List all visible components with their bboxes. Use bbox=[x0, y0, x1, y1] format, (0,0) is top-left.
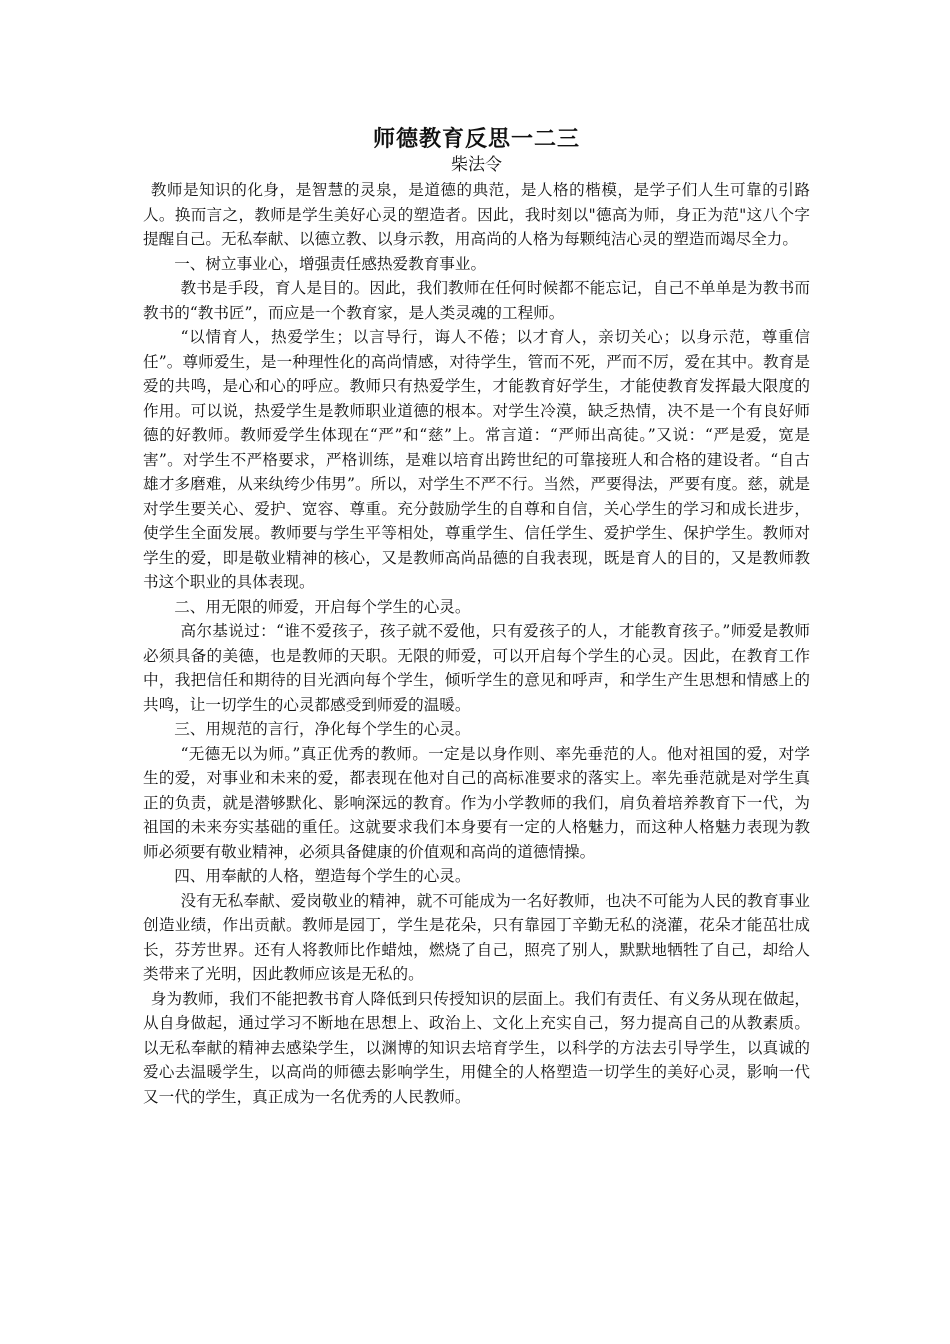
paragraph-intro: 教师是知识的化身，是智慧的灵泉，是道德的典范，是人格的楷模，是学子们人生可靠的引路人。换而言之，教师是学生美好心灵的塑造者。因此，我时刻以"德高为师，身正为范"这八个字提醒自己。无私奉献、以德立教、以身示教，用高尚的人格为每颗纯洁心灵的塑造而竭尽全力。 bbox=[143, 181, 810, 248]
paragraph-1a: 教书是手段，育人是目的。因此，我们教师在任何时候都不能忘记，自己不单单是为教书而教书的“教书匠”，而应是一个教育家，是人类灵魂的工程师。 bbox=[143, 279, 810, 322]
paragraph-3: “无德无以为师。”真正优秀的教师。一定是以身作则、率先垂范的人。他对祖国的爱，对学生的爱，对事业和未来的爱，都表现在他对自己的高标准要求的落实上。率先垂范就是对学生真正的负责，就是潜够默化、影响深远的教育。作为小学教师的我们，肩负着培养教育下一代，为祖国的未来夯实基础的重任。这就要求我们本身要有一定的人格魅力，而这种人格魅力表现为教师必须要有敬业精神，必须具备健康的价值观和高尚的道德情操。 bbox=[143, 744, 810, 861]
section-heading-2: 二、用无限的师爱，开启每个学生的心灵。 bbox=[174, 597, 471, 616]
paragraph-1b: “以情育人，热爱学生；以言导行，诲人不倦；以才育人，亲切关心；以身示范，尊重信任”。尊师爱生，是一种理性化的高尚情感，对待学生，管而不死，严而不厉，爱在其中。教育是爱的共鸣，是心和心的呼应。教师只有热爱学生，才能教育好学生，才能使教育发挥最大限度的作用。可以说，热爱学生是教师职业道德的根本。对学生冷漠，缺乏热情，决不是一个有良好师德的好教师。教师爱学生体现在“严”和“慈”上。常言道：“严师出高徒。”又说：“严是爱，宽是害”。对学生不严格要求，严格训练，是难以培育出跨世纪的可靠接班人和合格的建设者。“自古雄才多磨难，从来纨绔少伟男”。所以，对学生不严不行。当然，严要得法，严要有度。慈，就是对学生要关心、爱护、宽容、尊重。充分鼓励学生的自尊和自信，关心学生的学习和成长进步，使学生全面发展。教师要与学生平等相处，尊重学生、信任学生、爱护学生、保护学生。教师对学生的爱，即是敬业精神的核心，又是教师高尚品德的自我表现，既是育人的目的，又是教师教书这个职业的具体表现。 bbox=[143, 328, 810, 591]
document-page bbox=[143, 124, 810, 1109]
document-author: 柴法令 bbox=[451, 155, 502, 175]
section-heading-1: 一、树立事业心，增强责任感热爱教育事业。 bbox=[174, 254, 487, 273]
document-title: 师德教育反思一二三 bbox=[372, 126, 580, 152]
paragraph-conclusion: 身为教师，我们不能把教书育人降低到只传授知识的层面上。我们有责任、有义务从现在做起，从自身做起，通过学习不断地在思想上、政治上、文化上充实自己，努力提高自己的从教素质。以无私奉献的精神去感染学生，以渊博的知识去培育学生，以科学的方法去引导学生，以真诚的爱心去温暖学生，以高尚的师德去影响学生，用健全的人格塑造一切学生的美好心灵，影响一代又一代的学生，真正成为一名优秀的人民教师。 bbox=[143, 989, 810, 1106]
section-heading-4: 四、用奉献的人格，塑造每个学生的心灵。 bbox=[174, 867, 471, 885]
paragraph-4: 没有无私奉献、爱岗敬业的精神，就不可能成为一名好教师，也决不可能为人民的教育事业创造业绩，作出贡献。教师是园丁，学生是花朵，只有靠园丁辛勤无私的浇灌，花朵才能茁壮成长，芬芳世界。还有人将教师比作蜡烛，燃烧了自己，照亮了别人，默默地牺牲了自己，却给人类带来了光明，因此教师应该是无私的。 bbox=[143, 891, 810, 983]
section-heading-3: 三、用规范的言行，净化每个学生的心灵。 bbox=[174, 720, 471, 738]
paragraph-2: 高尔基说过：“谁不爱孩子，孩子就不爱他，只有爱孩子的人，才能教育孩子。”师爱是教师必须具备的美德，也是教师的天职。无限的师爱，可以开启每个学生的心灵。因此，在教育工作中，我把信任和期待的目光洒向每个学生，倾听学生的意见和呼声，和学生产生思想和情感上的共鸣，让一切学生的心灵都感受到师爱的温暖。 bbox=[143, 622, 810, 714]
